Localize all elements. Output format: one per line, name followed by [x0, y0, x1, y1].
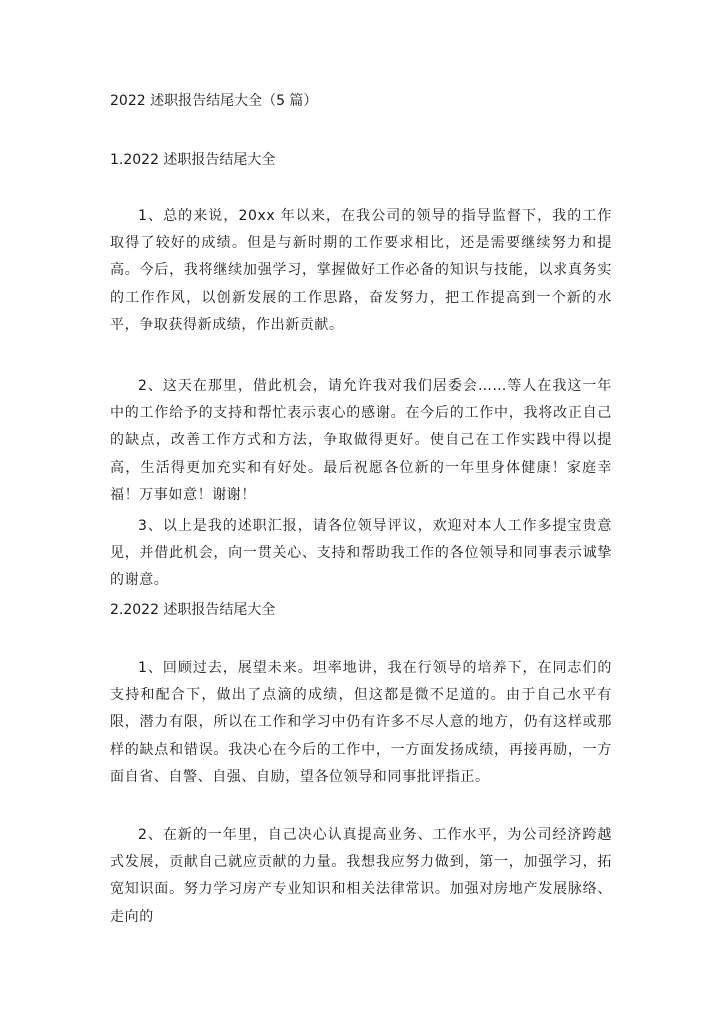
section-1-paragraph-3: 3、以上是我的述职汇报，请各位领导评议，欢迎对本人工作多提宝贵意见，并借此机会，向一贯关心、支持和帮助我工作的各位领导和同事表示诚挚的谢意。: [110, 518, 612, 589]
document-title: 2022 述职报告结尾大全（5 篇）: [110, 93, 318, 109]
section-1-paragraph-1: 1、总的来说，20xx 年以来，在我公司的领导的指导监督下，我的工作取得了较好的成绩。但是与新时期的工作要求相比，还是需要继续努力和提高。今后，我将继续加强学习，掌握做好工作必备的知识与技能，以求真务实的工作作风，以创新发展的工作思路，奋发努力，把工作提高到一个新的水平，争取获得新成绩，作出新贡献。: [110, 208, 612, 333]
section-1-paragraph-2: 2、这天在那里，借此机会，请允许我对我们居委会……等人在我这一年中的工作给予的支持和帮忙表示衷心的感谢。在今后的工作中，我将改正自己的缺点，改善工作方式和方法，争取做得更好。使自己在工作实践中得以提高，生活得更加充实和有好处。最后祝愿各位新的一年里身体健康！家庭幸福！万事如意！谢谢！: [110, 378, 612, 503]
section-heading-1: 1.2022 述职报告结尾大全: [110, 152, 276, 168]
section-heading-2: 2.2022 述职报告结尾大全: [110, 602, 276, 618]
section-2-paragraph-1: 1、回顾过去，展望未来。坦率地讲，我在行领导的培养下，在同志们的支持和配合下，做出了点滴的成绩，但这都是微不足道的。由于自己水平有限，潜力有限，所以在工作和学习中仍有许多不尽人意的地方，仍有这样或那样的缺点和错误。我决心在今后的工作中，一方面发扬成绩，再接再励，一方面自省、自警、自强、自励，望各位领导和同事批评指正。: [110, 660, 612, 785]
section-2-paragraph-2: 2、在新的一年里，自己决心认真提高业务、工作水平，为公司经济跨越式发展，贡献自己就应贡献的力量。我想我应努力做到，第一，加强学习，拓宽知识面。努力学习房产专业知识和相关法律常识。加强对房地产发展脉络、走向的: [110, 827, 612, 925]
